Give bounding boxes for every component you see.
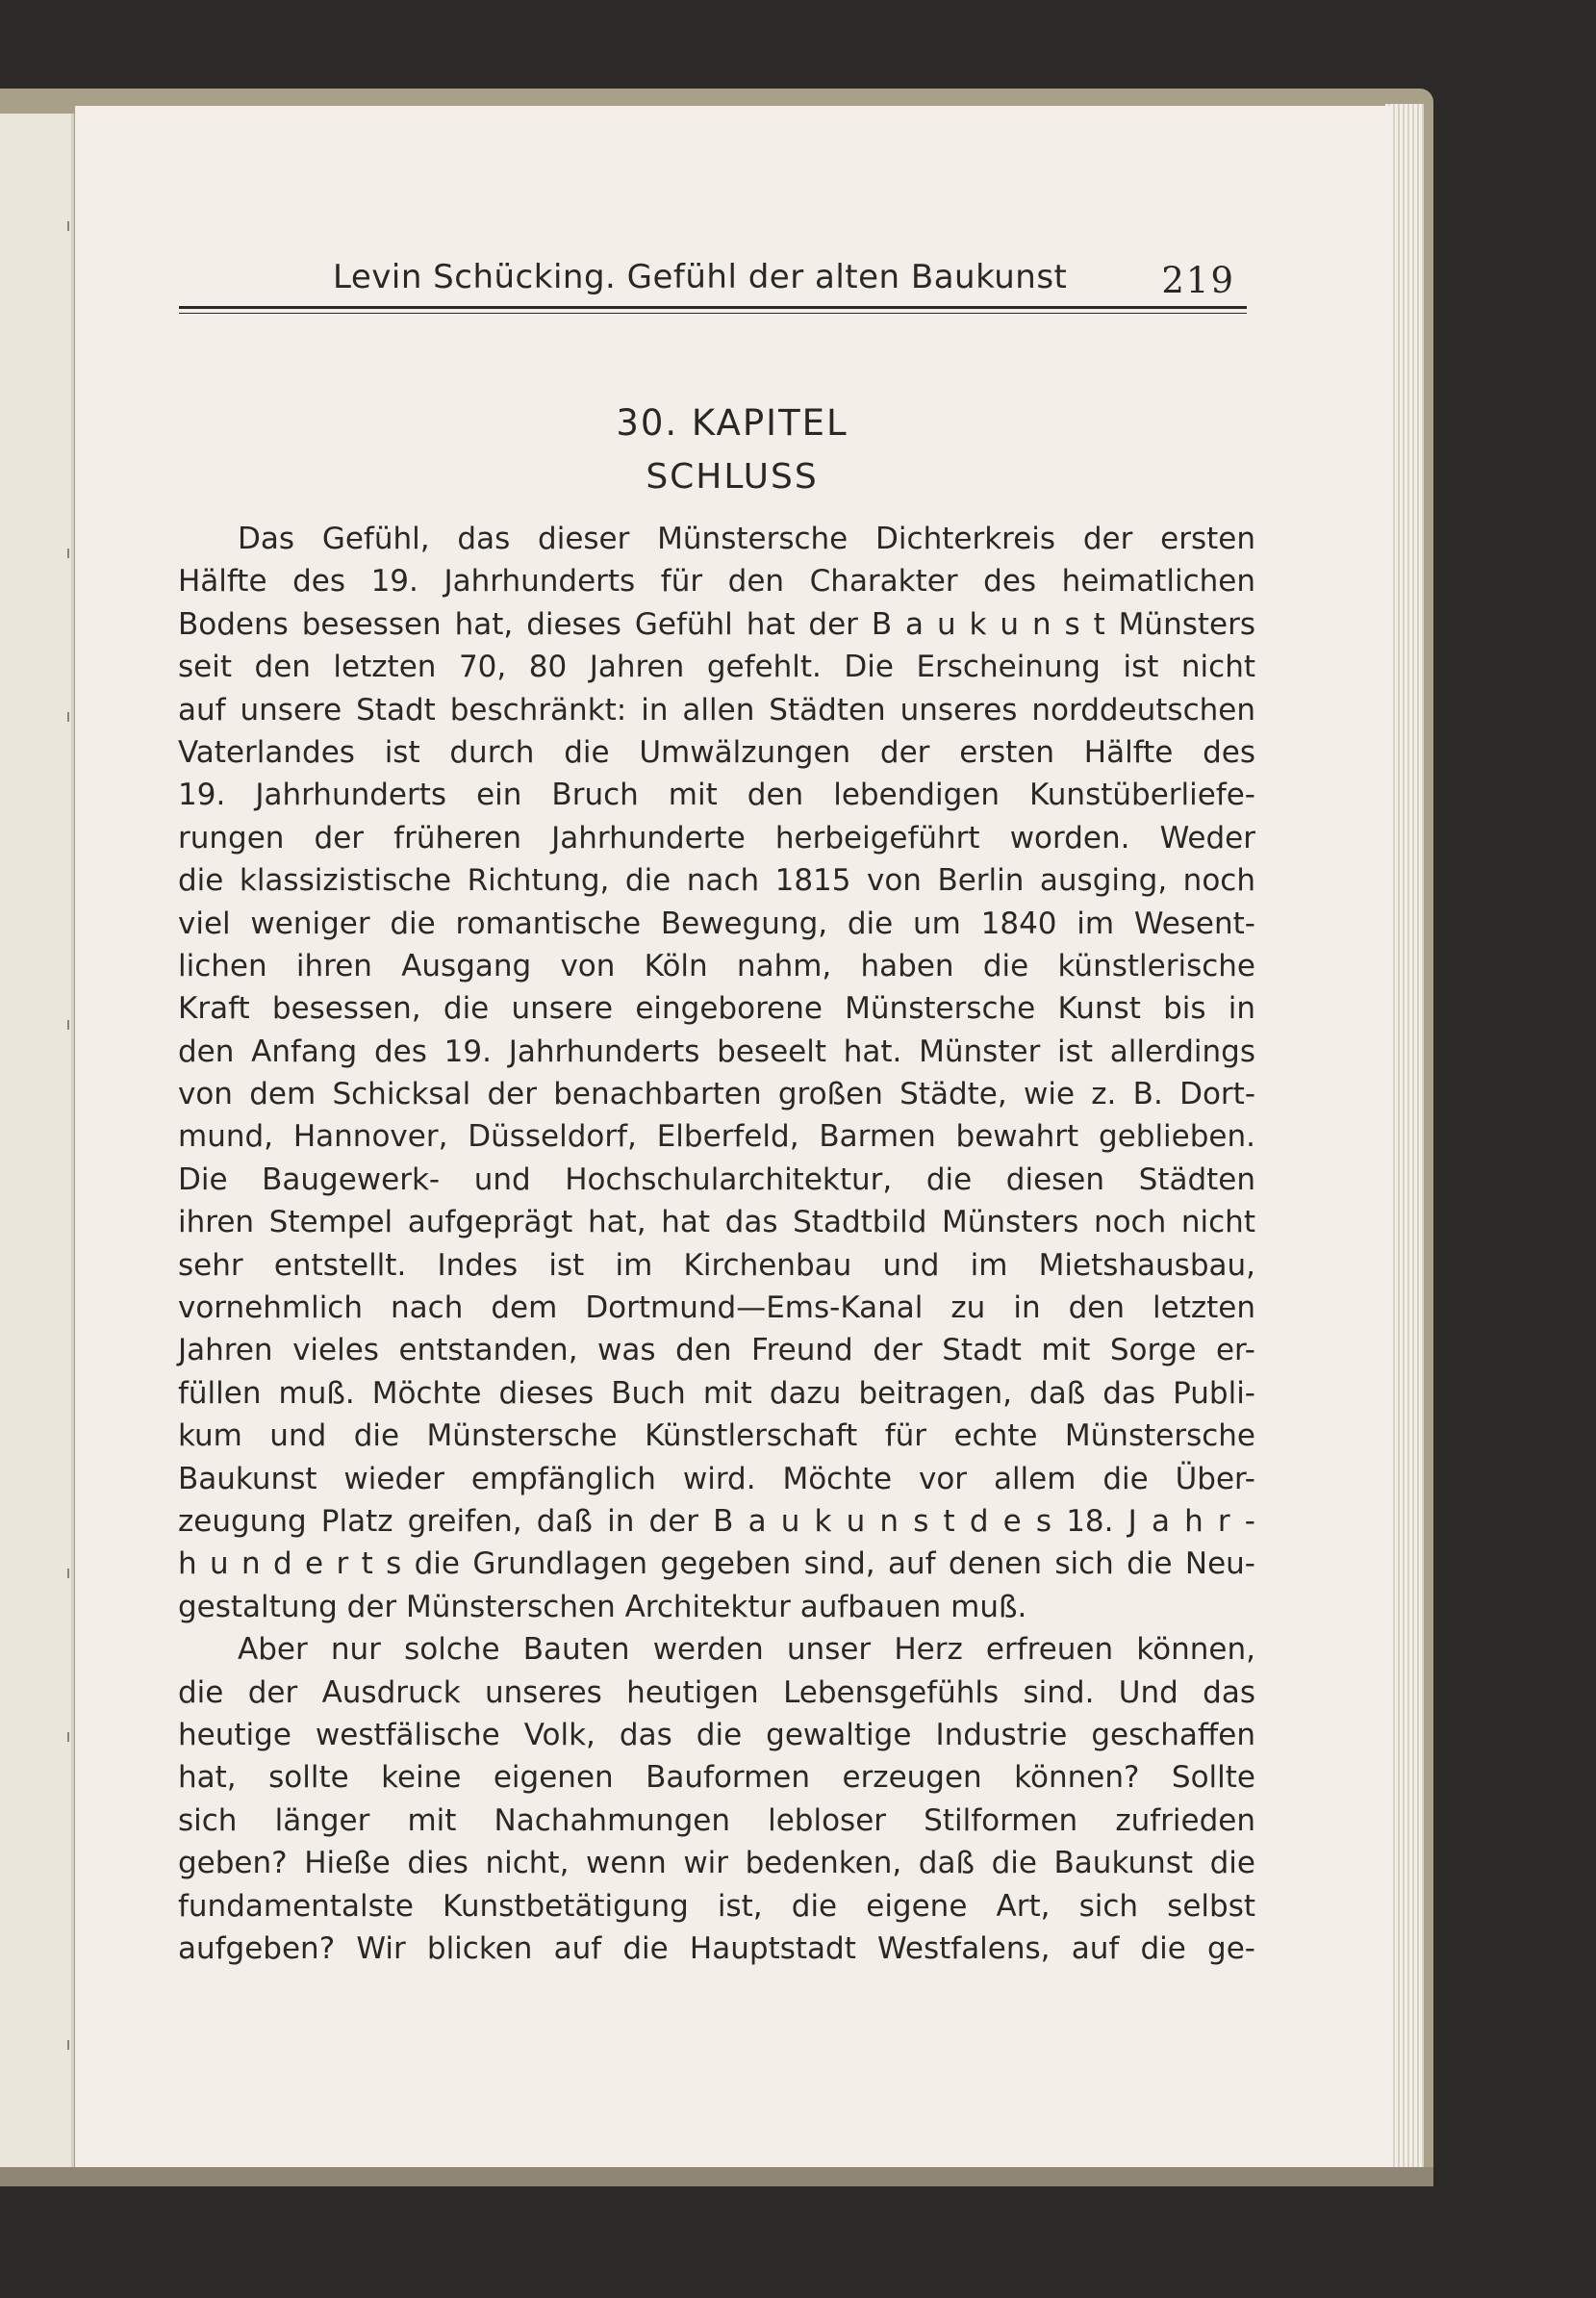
text-line: zeugung Platz greifen, daß in der B a u k u n s t d e s 18. J a h r - (178, 1503, 1255, 1539)
running-head (179, 254, 1247, 308)
book-bottom-edge (0, 2167, 1433, 2186)
text-line: gestaltung der Münsterschen Architektur aufbauen muß. (178, 1589, 1027, 1624)
text-line: geben? Hieße dies nicht, wenn wir bedenken, daß die Baukunst die (178, 1846, 1255, 1881)
text-line: Das Gefühl, das dieser Münstersche Dichterkreis der ersten (238, 522, 1255, 556)
text-line: Hälfte des 19. Jahrhunderts für den Charakter des heimatlichen (178, 564, 1255, 600)
text-line: Kraft besessen, die unsere eingeborene Münstersche Kunst bis in (178, 991, 1255, 1027)
text-line: Vaterlandes ist durch die Umwälzungen der ersten Hälfte des (178, 734, 1255, 770)
header-rule (179, 306, 1247, 314)
text-line: auf unsere Stadt beschränkt: in allen Städten unseres norddeutschen (178, 692, 1255, 728)
text-line: den Anfang des 19. Jahrhunderts beseelt hat. Münster ist allerdings (178, 1034, 1255, 1069)
text-line: kum und die Münstersche Künstlerschaft für echte Münstersche (178, 1418, 1255, 1454)
text-line: ihren Stempel aufgeprägt hat, hat das Stadtbild Münsters noch nicht (178, 1205, 1255, 1240)
text-line: hat, sollte keine eigenen Bauformen erzeugen können? Sollte (178, 1760, 1255, 1796)
chapter-title: SCHLUSS (646, 457, 819, 497)
text-line: Aber nur solche Bauten werden unser Herz erfreuen können, (238, 1632, 1255, 1668)
text-line: rungen der früheren Jahrhunderte herbeigeführt worden. Weder (178, 820, 1255, 855)
text-line: seit den letzten 70, 80 Jahren gefehlt. Die Erscheinung ist nicht (178, 650, 1255, 685)
text-line: aufgeben? Wir blicken auf die Hauptstadt Westfalens, auf die ge- (178, 1930, 1255, 1966)
text-line: Baukunst wieder empfänglich wird. Möchte vor allem die Über- (178, 1461, 1255, 1496)
text-line: die klassizistische Richtung, die nach 1815 von Berlin ausging, noch (178, 863, 1255, 899)
text-line: lichen ihren Ausgang von Köln nahm, haben die künstlerische (178, 948, 1255, 983)
body-text (178, 518, 1255, 1970)
chapter-number: 30. KAPITEL (616, 402, 849, 444)
text-line: vornehmlich nach dem Dortmund—Ems-Kanal zu in den letzten (178, 1290, 1255, 1326)
text-line: heutige westfälische Volk, das die gewaltige Industrie geschaffen (178, 1717, 1255, 1752)
text-line: sehr entstellt. Indes ist im Kirchenbau und im Mietshausbau, (178, 1247, 1255, 1283)
text-line: die der Ausdruck unseres heutigen Lebensgefühls sind. Und das (178, 1674, 1255, 1710)
left-page-edge (0, 114, 74, 2167)
text-line: füllen muß. Möchte dieses Buch mit dazu beitragen, daß das Publi- (178, 1375, 1255, 1411)
text-line: Bodens besessen hat, dieses Gefühl hat der B a u k u n s t Münsters (178, 606, 1255, 642)
text-line: Die Baugewerk- und Hochschularchitektur, die diesen Städten (178, 1162, 1255, 1197)
text-line: Jahren vieles entstanden, was den Freund der Stadt mit Sorge er- (178, 1333, 1255, 1368)
page-number: 219 (1161, 260, 1235, 301)
text-line: viel weniger die romantische Bewegung, die um 1840 im Wesent- (178, 906, 1255, 941)
text-line: 19. Jahrhunderts ein Bruch mit den lebendigen Kunstüberliefe- (178, 778, 1255, 813)
text-line: h u n d e r t s die Grundlagen gegeben sind, auf denen sich die Neu- (178, 1546, 1255, 1582)
text-line: von dem Schicksal der benachbarten großen Städte, wie z. B. Dort- (178, 1077, 1255, 1112)
text-line: fundamentalste Kunstbetätigung ist, die eigene Art, sich selbst (178, 1888, 1255, 1924)
text-line: sich länger mit Nachahmungen lebloser Stilformen zufrieden (178, 1802, 1255, 1838)
running-title: Levin Schücking. Gefühl der alten Baukunst (333, 258, 1068, 296)
text-line: mund, Hannover, Düsseldorf, Elberfeld, Barmen bewahrt geblieben. (178, 1119, 1255, 1155)
